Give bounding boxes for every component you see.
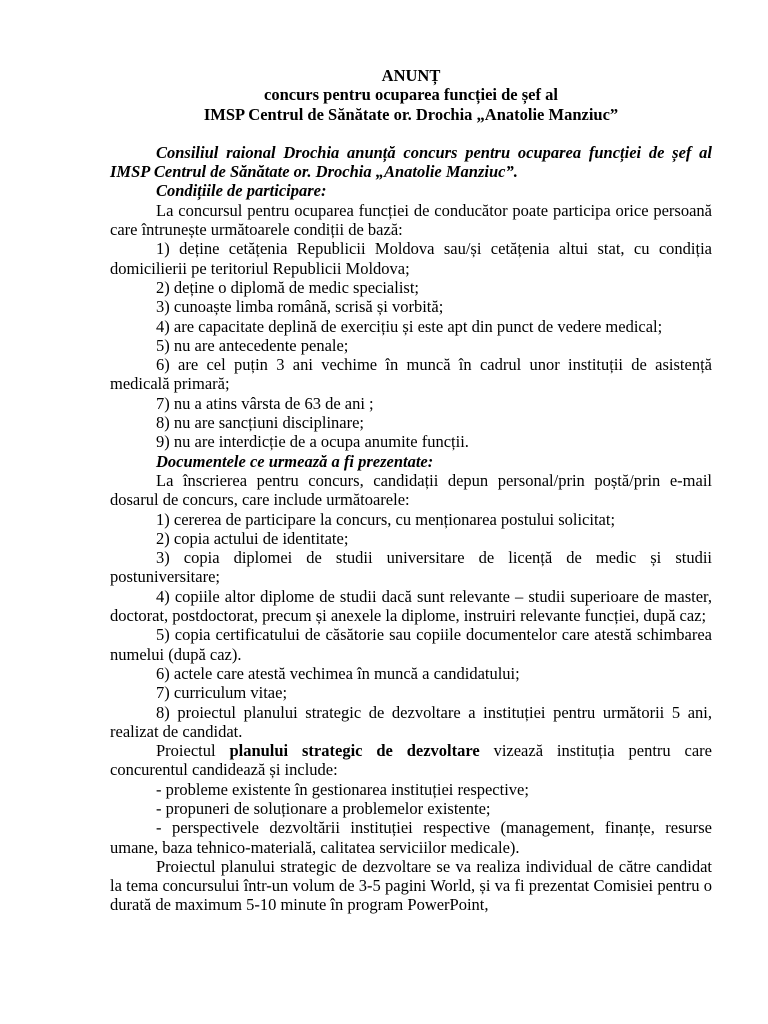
plan-item-2: - propuneri de soluționare a problemelor existente; <box>156 798 491 818</box>
plan-item-3: - perspectivele dezvoltării instituției respective (management, finanțe, resurse umane, baza tehnico-materială, calitatea serviciilor medicale). <box>110 818 712 857</box>
announcement-title: ANUNȚ <box>381 66 441 85</box>
plan-paragraph <box>110 741 712 780</box>
announcement-subtitle-2: IMSP Centrul de Sănătate or. Drochia „Anatolie Manziuc” <box>203 104 619 124</box>
document-item-4: 4) copiile altor diplome de studii dacă sunt relevante – studii superioare de master, doctorat, postdoctorat, precum și anexele la diplome, instruiri relevante funcției, după caz; <box>110 586 712 626</box>
documents-heading: Documentele ce urmează a fi prezentate: <box>156 451 434 471</box>
conditions-lead: La concursul pentru ocuparea funcției de conducător poate participa orice persoană care întrunește următoarele condiții de bază: <box>110 200 712 240</box>
condition-item-2: 2) deține o diplomă de medic specialist; <box>156 277 420 297</box>
documents-lead: La înscrierea pentru concurs, candidații depun personal/prin poștă/prin e-mail dosarul de concurs, care include următoarele: <box>110 470 712 510</box>
document-item-2: 2) copia actului de identitate; <box>156 528 349 548</box>
condition-item-4: 4) are capacitate deplină de exercițiu și este apt din punct de vedere medical; <box>156 316 663 336</box>
condition-item-9: 9) nu are interdicție de a ocupa anumite funcții. <box>156 432 469 452</box>
plan-post: vizează instituția pentru care concurentul candidează și include: <box>110 741 712 780</box>
document-item-5: 5) copia certificatului de căsătorie sau copiile documentelor care atestă schimbarea numelui (după caz). <box>110 625 712 664</box>
plan-bold-term: planului strategic de dezvoltare <box>229 741 480 761</box>
document-item-7: 7) curriculum vitae; <box>156 683 288 703</box>
document-item-8: 8) proiectul planului strategic de dezvoltare a instituției pentru următorii 5 ani, realizat de candidat. <box>110 702 712 741</box>
document-item-6: 6) actele care atestă vechimea în muncă a candidatului; <box>156 663 520 683</box>
plan-closing-paragraph: Proiectul planului strategic de dezvoltare se va realiza individual de către candidat la tema concursului într-un volum de 3-5 pagini World, și va fi prezentat Comisiei pentru o durată de maximum 5-10 minute în program PowerPoint, <box>110 856 712 915</box>
document-item-3: 3) copia diplomei de studii universitare de licență de medic și studii postuniversitare; <box>110 548 712 587</box>
plan-pre: Proiectul <box>156 741 230 761</box>
announcement-header <box>110 66 712 124</box>
conditions-heading: Condițiile de participare: <box>156 181 327 201</box>
condition-item-6: 6) are cel puțin 3 ani vechime în muncă în cadrul unor instituții de asistență medicală primară; <box>110 355 712 394</box>
condition-item-7: 7) nu a atins vârsta de 63 de ani ; <box>156 393 374 413</box>
intro-paragraph: Consiliul raional Drochia anunță concurs pentru ocuparea funcției de șef al IMSP Centrul de Sănătate or. Drochia „Anatolie Manziuc”. <box>110 142 712 182</box>
condition-item-5: 5) nu are antecedente penale; <box>156 335 349 355</box>
condition-item-3: 3) cunoaște limba română, scrisă și vorbită; <box>156 297 444 317</box>
document-item-1: 1) cererea de participare la concurs, cu menționarea postului solicitat; <box>156 509 616 529</box>
announcement-subtitle-1: concurs pentru ocuparea funcției de șef al <box>264 85 558 105</box>
condition-item-1: 1) deține cetățenia Republicii Moldova sau/și cetățenia altui stat, cu condiția domicilierii pe teritoriul Republicii Moldova; <box>110 239 712 278</box>
plan-item-1: - probleme existente în gestionarea instituției respective; <box>156 779 529 799</box>
condition-item-8: 8) nu are sancțiuni disciplinare; <box>156 413 365 433</box>
